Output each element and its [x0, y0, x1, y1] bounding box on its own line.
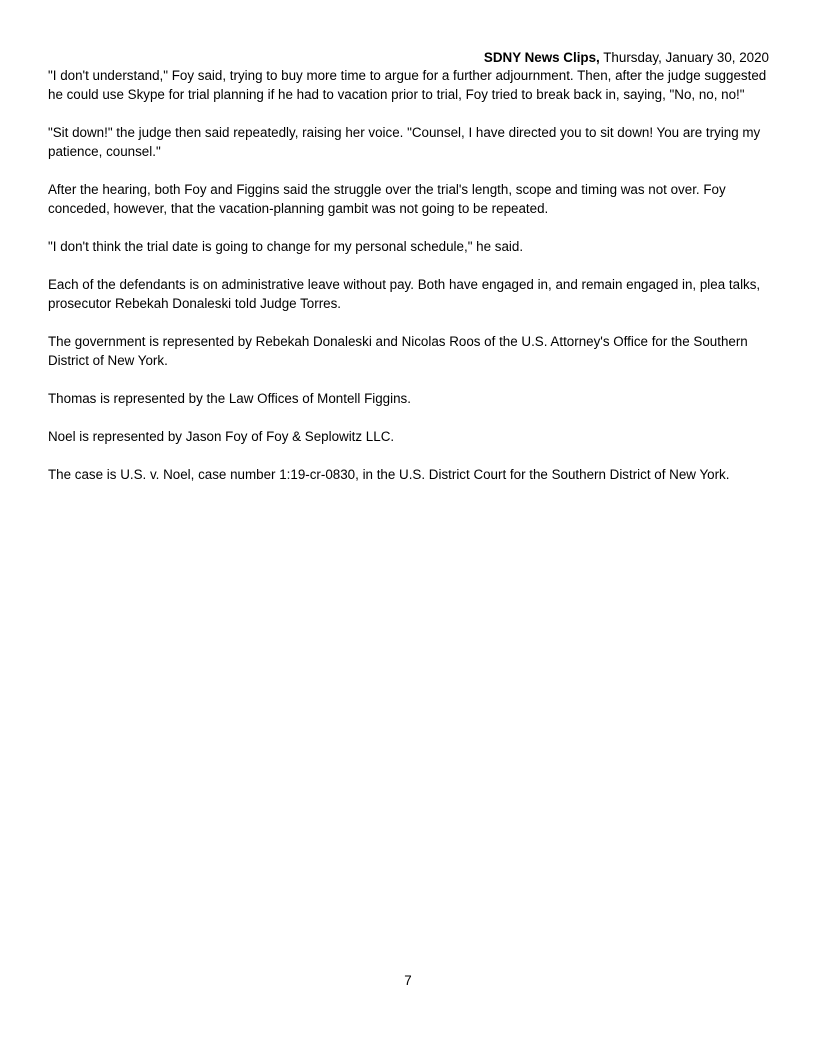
paragraph-2: "Sit down!" the judge then said repeatedly, raising her voice. "Counsel, I have directed you to sit down! You are trying my patience, counsel."	[48, 125, 761, 159]
publication-name: SDNY News Clips,	[483, 50, 600, 65]
article-body	[48, 66, 770, 503]
publication-date: Thursday, January 30, 2020	[603, 50, 769, 65]
paragraph-7: Thomas is represented by the Law Offices of Montell Figgins.	[48, 391, 411, 406]
page-number: 7	[404, 973, 412, 988]
paragraph-8: Noel is represented by Jason Foy of Foy & Seplowitz LLC.	[48, 429, 395, 444]
paragraph-1: "I don't understand," Foy said, trying to buy more time to argue for a further adjournment. Then, after the judge suggested he could use Skype for trial planning if he had to vacation prior to trial, Foy tried to break back in, saying, "No, no, no!"	[48, 68, 767, 102]
paragraph-5: Each of the defendants is on administrative leave without pay. Both have engaged in, and remain engaged in, plea talks, prosecutor Rebekah Donaleski told Judge Torres.	[48, 277, 761, 311]
paragraph-9: The case is U.S. v. Noel, case number 1:19-cr-0830, in the U.S. District Court for the Southern District of New York.	[48, 467, 730, 482]
paragraph-6: The government is represented by Rebekah Donaleski and Nicolas Roos of the U.S. Attorney's Office for the Southern District of New York.	[48, 334, 748, 368]
page-header	[484, 49, 769, 66]
paragraph-4: "I don't think the trial date is going to change for my personal schedule," he said.	[48, 239, 524, 254]
paragraph-3: After the hearing, both Foy and Figgins said the struggle over the trial's length, scope and timing was not over. Foy conceded, however, that the vacation-planning gambit was not going to be repeated.	[48, 182, 726, 216]
